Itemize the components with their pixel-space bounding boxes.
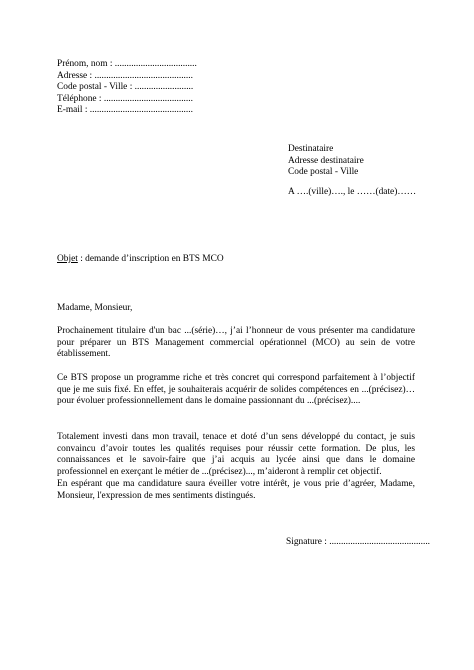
sender-name-line: Prénom, nom : ...................................: [57, 59, 197, 69]
paragraph-intro: Prochainement titulaire d'un bac ...(série)…, j’ai l’honneur de vous présenter ma candidature pour préparer un BTS Management commercial opérationnel (MCO) au sein de votre établissement.: [57, 326, 415, 360]
paragraph-closing: En espérant que ma candidature saura éveiller votre intérêt, je vous prie d’agréer, Madame, Monsieur, l'expression de mes sentiments distingués.: [57, 479, 415, 501]
recipient-address-line: Adresse destinataire: [288, 155, 364, 166]
sender-email-line: E-mail : ............................................: [57, 105, 193, 116]
subject-label: Objet: [57, 254, 78, 264]
recipient-name-line: Destinataire: [288, 144, 334, 154]
signature-line: Signature : ...........................................: [286, 537, 431, 547]
paragraph-program: Ce BTS propose un programme riche et très concret qui correspond parfaitement à l’objectif que je me suis fixé. En effet, je souhaiterais acquérir de solides compétences en ...(précisez)… pour évoluer professionnellement dans le domaine passionnant du ...(précisez)....: [57, 373, 415, 407]
sender-phone-line: Téléphone : ......................................: [57, 93, 193, 104]
salutation: Madame, Monsieur,: [57, 303, 133, 313]
sender-postal-city-line: Code postal - Ville : .........................: [57, 82, 194, 93]
subject-line: [57, 254, 224, 266]
subject-text: : demande d’inscription en BTS MCO: [77, 254, 224, 264]
paragraph-qualities: Totalement investi dans mon travail, tenace et doté d’un sens développé du contact, je suis convaincu d’avoir toutes les qualités requises pour réussir cette formation. De plus, les connaissances et le savoir-faire que j’ai acquis au lycée ainsi que dans le domaine professionnel en exerçant le métier de ...(précisez)..., m’aideront à remplir cet objectif.: [57, 432, 415, 477]
place-date-line: A ….(ville)…., le ……(date)……: [288, 187, 417, 197]
recipient-postal-city-line: Code postal - Ville: [288, 167, 359, 178]
sender-address-line: Adresse : ..........................................: [57, 70, 193, 81]
recipient-block: [288, 144, 364, 179]
sender-block: [57, 59, 197, 117]
